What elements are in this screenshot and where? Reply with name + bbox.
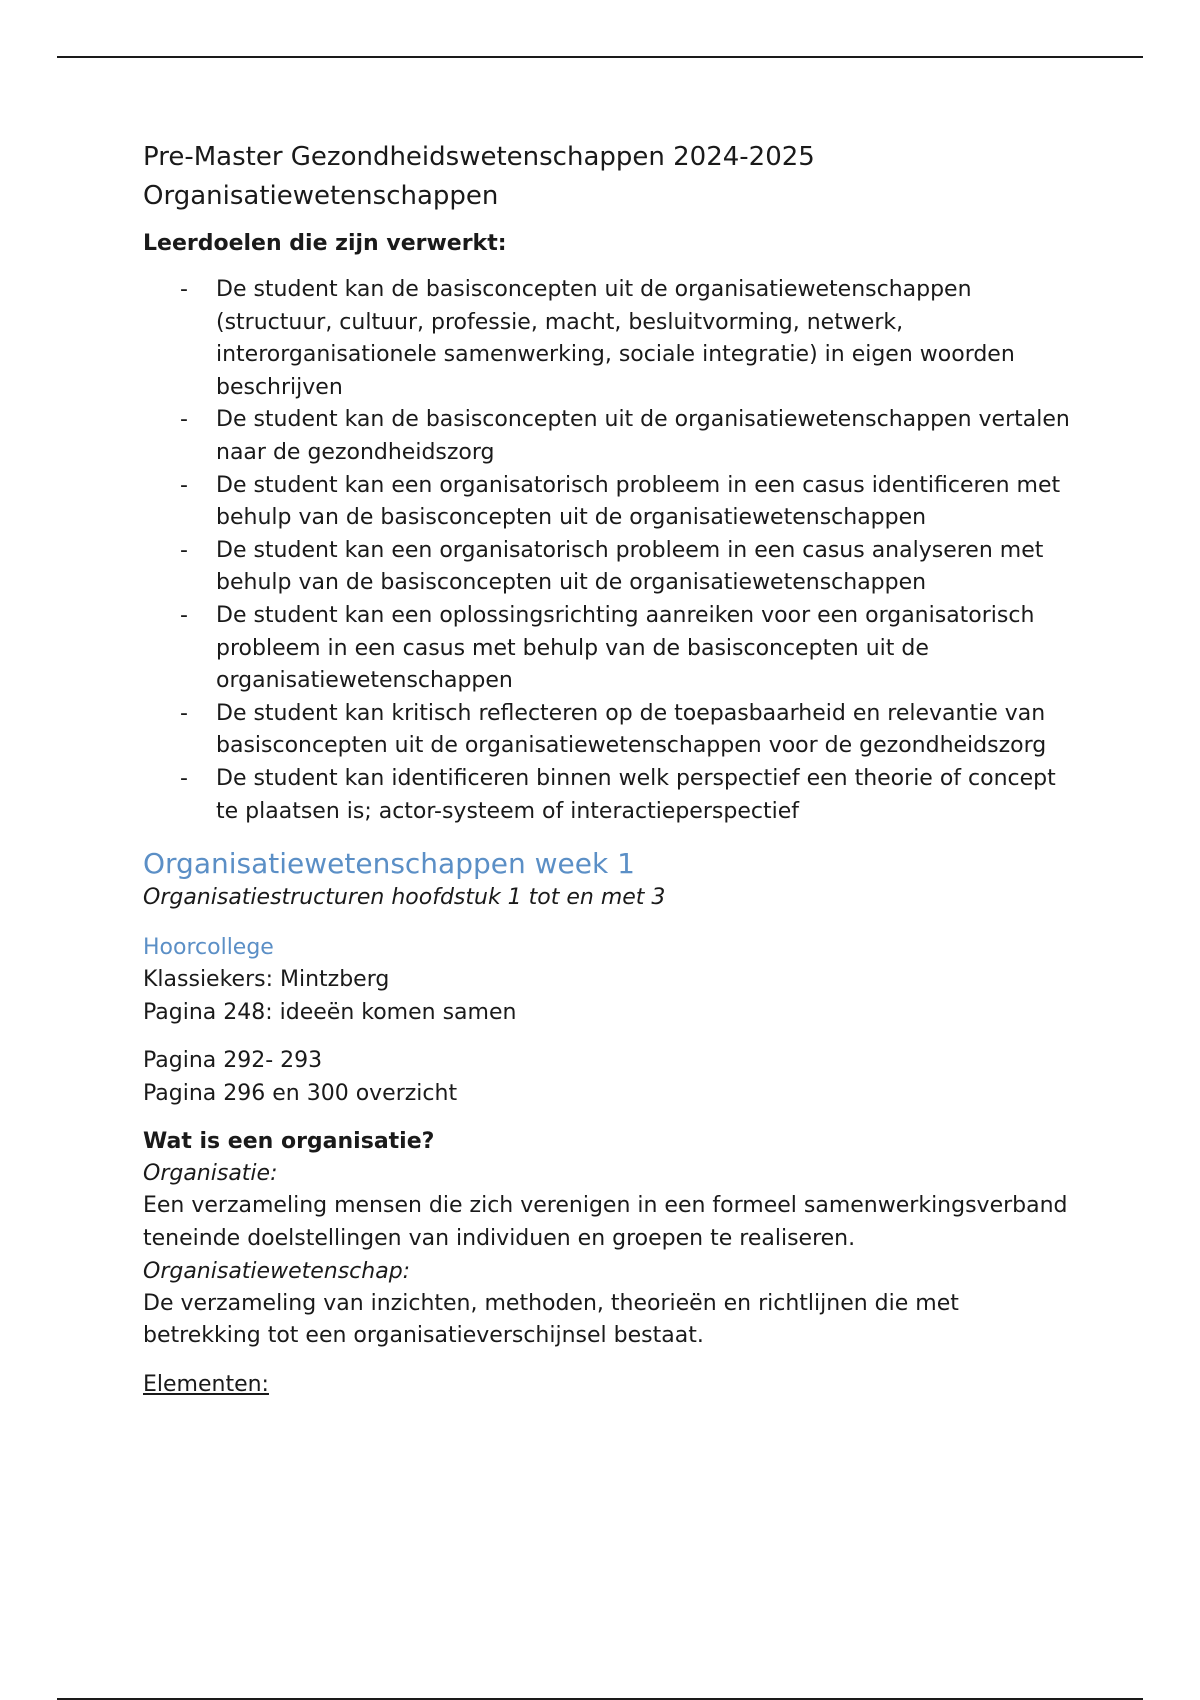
learning-goal-text: De student kan een organisatorisch probleem in een casus analyseren met behulp van de basisconcepten uit de organisatiewetenschappen xyxy=(216,537,1044,596)
header-rule xyxy=(57,56,1143,58)
learning-goal-item xyxy=(143,535,1073,600)
learning-goal-text: De student kan een organisatorisch probleem in een casus identificeren met behulp van de basisconcepten uit de organisatiewetenschappen xyxy=(216,472,1061,531)
lecture-heading: Hoorcollege xyxy=(143,935,274,961)
learning-goal-item xyxy=(143,274,1073,404)
learning-goal-item xyxy=(143,600,1073,698)
definition-label-organisatiewetenschap: Organisatiewetenschap: xyxy=(143,1258,411,1284)
bullet-dash: - xyxy=(180,765,188,791)
bullet-dash: - xyxy=(180,537,188,563)
learning-goal-text: De student kan identificeren binnen welk perspectief een theorie of concept te plaatsen is; actor-systeem of interactieperspectief xyxy=(216,765,1056,824)
bullet-dash: - xyxy=(180,602,188,628)
learning-goal-item xyxy=(143,763,1073,828)
learning-goals-list xyxy=(143,274,1073,828)
definition-text-organisatiewetenschap: De verzameling van inzichten, methoden, theorieën en richtlijnen die met betrekking tot een organisatieverschijnsel bestaat. xyxy=(143,1290,959,1349)
bullet-dash: - xyxy=(180,277,188,302)
learning-goal-item xyxy=(143,404,1073,469)
lecture-line: Pagina 248: ideeën komen samen xyxy=(143,999,517,1025)
page-reference-line: Pagina 292- 293 xyxy=(143,1048,323,1074)
learning-goals-heading: Leerdoelen die zijn verwerkt: xyxy=(143,231,507,256)
bullet-dash: - xyxy=(180,700,188,726)
learning-goal-text: De student kan een oplossingsrichting aanreiken voor een organisatorisch probleem in een casus met behulp van de basisconcepten uit de organisatiewetenschappen xyxy=(216,602,1035,694)
week-subtitle: Organisatiestructuren hoofdstuk 1 tot en met 3 xyxy=(143,885,666,911)
document-title-line2: Organisatiewetenschappen xyxy=(143,181,499,211)
learning-goal-item xyxy=(143,698,1073,763)
lecture-line: Klassiekers: Mintzberg xyxy=(143,967,390,993)
document-page xyxy=(143,138,1073,1401)
learning-goal-text: De student kan de basisconcepten uit de organisatiewetenschappen vertalen naar de gezondheidszorg xyxy=(216,407,1070,465)
week-heading: Organisatiewetenschappen week 1 xyxy=(143,847,635,881)
definition-text-organisatie: Een verzameling mensen die zich verenigen in een formeel samenwerkingsverband teneinde doelstellingen van individuen en groepen te realiseren. xyxy=(143,1193,1068,1252)
learning-goal-text: De student kan de basisconcepten uit de organisatiewetenschappen (structuur, cultuur, professie, macht, besluitvorming, netwerk, interorganisationele samenwerking, sociale integratie) in eigen woorden beschrijven xyxy=(216,277,1015,400)
bullet-dash: - xyxy=(180,407,188,433)
document-title-line1: Pre-Master Gezondheidswetenschappen 2024-2025 xyxy=(143,142,815,172)
question-heading: Wat is een organisatie? xyxy=(143,1129,435,1155)
learning-goal-item xyxy=(143,470,1073,535)
learning-goal-text: De student kan kritisch reflecteren op de toepasbaarheid en relevantie van basisconcepten uit de organisatiewetenschappen voor de gezondheidszorg xyxy=(216,700,1047,759)
elements-heading: Elementen: xyxy=(143,1371,269,1397)
bullet-dash: - xyxy=(180,472,188,498)
definition-label-organisatie: Organisatie: xyxy=(143,1161,278,1187)
page-reference-line: Pagina 296 en 300 overzicht xyxy=(143,1080,458,1106)
